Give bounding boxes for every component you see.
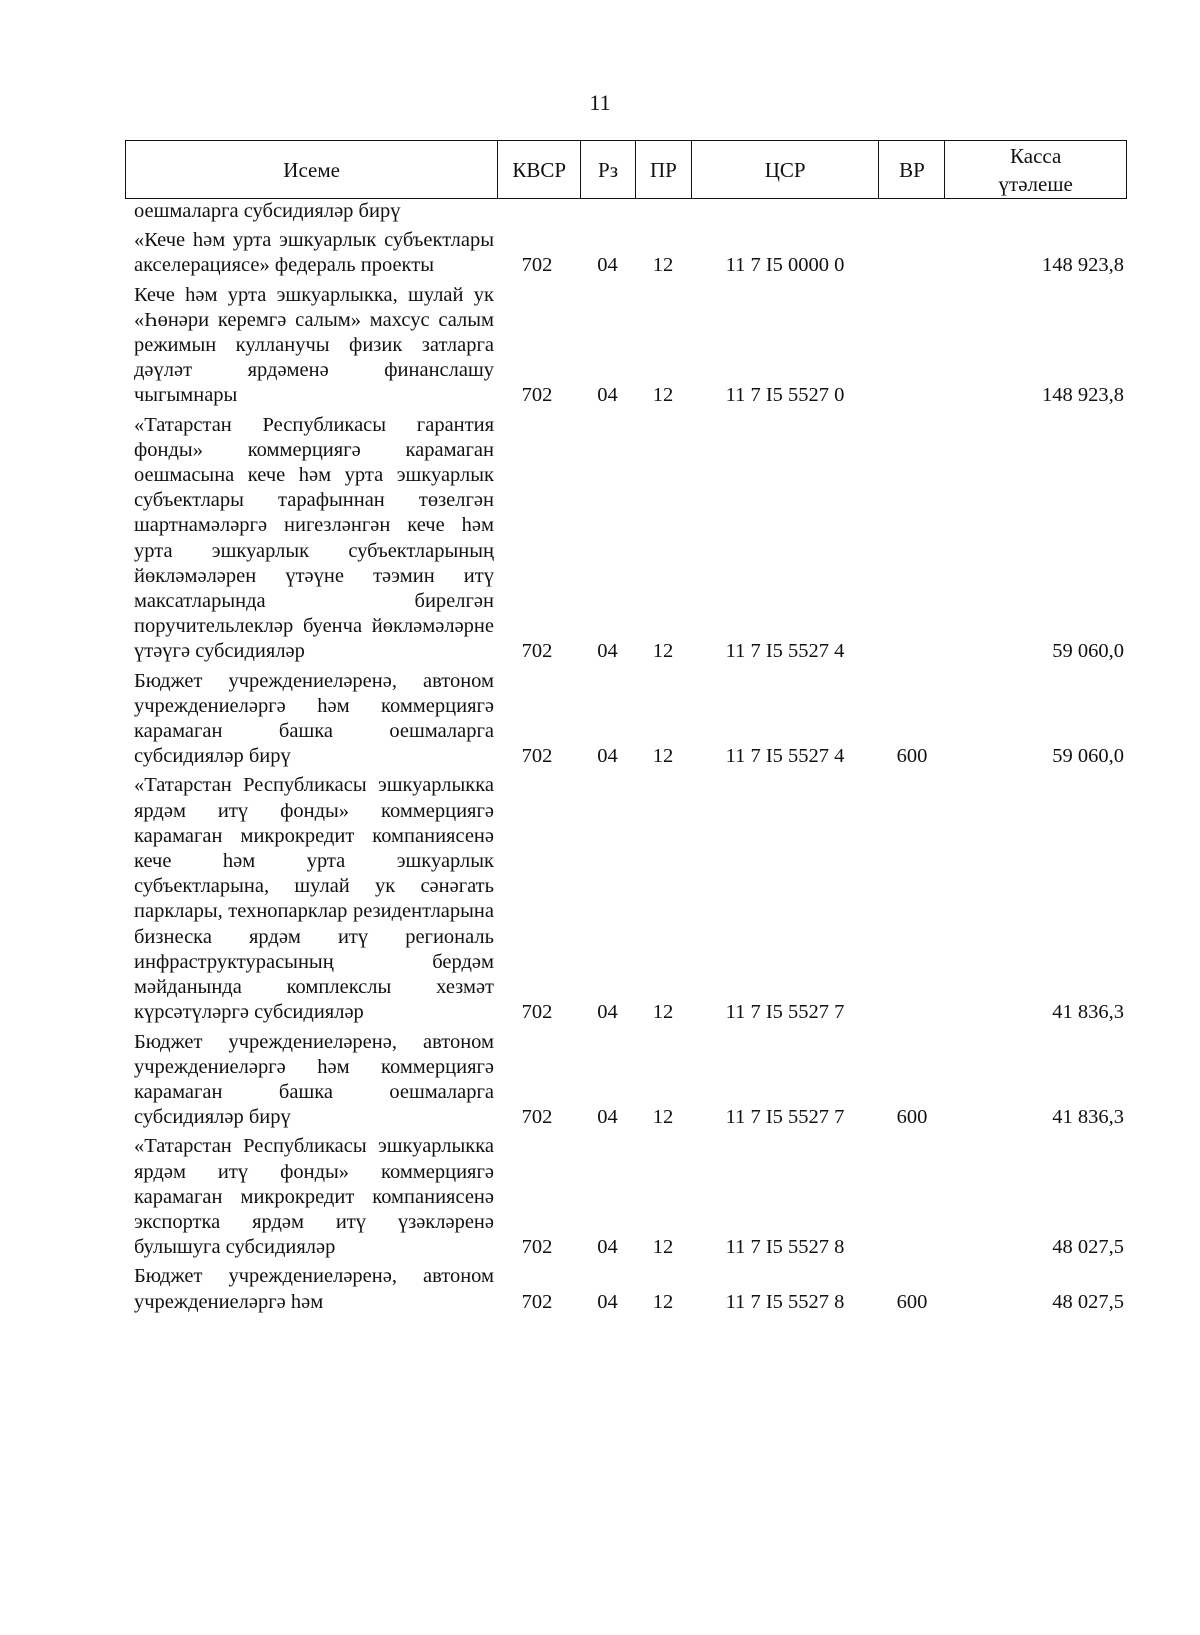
row-pr: 12 — [652, 384, 674, 407]
table-row — [125, 199, 1127, 224]
row-rz: 04 — [597, 745, 618, 768]
row-sum: 59 060,0 — [1052, 745, 1124, 768]
row-name: «Татарстан Республикасы гарантия фонды» коммерциягә карамаган оешмасына кече һәм урта эшкуарлык субъектлары тарафыннан төзелгән шартнамәләргә нигезләнгән кече һәм урта эшкуарлык субъектларының йөкләмәләрен үтәүне тәэмин итү максатларында бирелгән поручительлекләр буенча йөкләмәләрне үтәүгә субсидияләр — [134, 413, 494, 663]
row-name: Бюджет учреждениеләренә, автоном учреждениеләргә һәм коммерциягә карамаган башка оешмаларга субсидияләр бирү — [134, 1030, 494, 1129]
row-vr: 600 — [896, 1106, 928, 1129]
row-name: Кече һәм урта эшкуарлыкка, шулай ук «Һөнәри керемгә салым» махсус салым режимын кулланучы физик затларга дәүләт ярдәменә финанслашу чыгымнары — [134, 283, 494, 407]
header-sum — [944, 141, 1126, 198]
header-csr: ЦСР — [691, 141, 879, 198]
table-row — [125, 1030, 1127, 1131]
row-kvsr: 702 — [521, 254, 553, 277]
row-sum: 148 923,8 — [1042, 254, 1124, 277]
header-pr: ПР — [635, 141, 691, 198]
row-pr: 12 — [652, 1106, 674, 1129]
row-rz: 04 — [597, 1290, 618, 1313]
header-kvsr: КВСР — [497, 141, 580, 198]
row-pr: 12 — [652, 1236, 674, 1259]
row-sum: 48 027,5 — [1052, 1290, 1124, 1313]
row-rz: 04 — [597, 384, 618, 407]
table-row — [125, 228, 1127, 278]
row-kvsr: 702 — [521, 745, 553, 768]
row-kvsr: 702 — [521, 384, 553, 407]
row-kvsr: 702 — [521, 1106, 553, 1129]
page-number: 11 — [589, 90, 611, 115]
row-sum: 41 836,3 — [1052, 1001, 1124, 1024]
table-row — [125, 1134, 1127, 1260]
row-csr: 11 7 I5 5527 0 — [725, 384, 845, 407]
row-csr: 11 7 I5 0000 0 — [725, 254, 845, 277]
row-kvsr: 702 — [521, 1236, 553, 1259]
table-row — [125, 669, 1127, 770]
row-csr: 11 7 I5 5527 7 — [725, 1106, 845, 1129]
row-sum: 59 060,0 — [1052, 640, 1124, 663]
row-pr: 12 — [652, 640, 674, 663]
row-rz: 04 — [597, 1106, 618, 1129]
header-sum-line2: үтәлеше — [998, 171, 1073, 196]
table-body — [125, 199, 1127, 1315]
header-vr: ВР — [878, 141, 944, 198]
row-rz: 04 — [597, 640, 618, 663]
row-name: Бюджет учреждениеләренә, автоном учреждениеләргә һәм — [134, 1265, 494, 1313]
row-name: Бюджет учреждениеләренә, автоном учреждениеләргә һәм коммерциягә карамаган башка оешмаларга субсидияләр бирү — [134, 669, 494, 768]
table-header — [125, 140, 1127, 199]
row-vr: 600 — [896, 745, 928, 768]
table-row — [125, 773, 1127, 1025]
row-kvsr: 702 — [521, 640, 553, 663]
row-rz: 04 — [597, 254, 618, 277]
table-row — [125, 1264, 1127, 1314]
row-csr: 11 7 I5 5527 8 — [725, 1236, 845, 1259]
row-rz: 04 — [597, 1001, 618, 1024]
row-name: «Татарстан Республикасы эшкуарлыкка ярдәм итү фонды» коммерциягә карамаган микрокредит компаниясенә кече һәм урта эшкуарлык субъектларына, шулай ук сәнәгать парклары, технопарклар резидентларына бизнеска ярдәм итү региональ инфраструктурасының бердәм мәйданында комплекслы хезмәт күрсәтүләргә субсидияләр — [134, 774, 494, 1024]
row-vr: 600 — [896, 1290, 928, 1313]
budget-table — [125, 140, 1127, 1319]
row-sum: 148 923,8 — [1042, 384, 1124, 407]
row-csr: 11 7 I5 5527 4 — [725, 745, 845, 768]
row-csr: 11 7 I5 5527 8 — [725, 1290, 845, 1313]
row-csr: 11 7 I5 5527 7 — [725, 1001, 845, 1024]
row-pr: 12 — [652, 745, 674, 768]
row-name: «Татарстан Республикасы эшкуарлыкка ярдәм итү фонды» коммерциягә карамаган микрокредит компаниясенә экспортка ярдәм итү үзәкләренә булышуга субсидияләр — [134, 1135, 494, 1259]
header-name: Исеме — [283, 157, 340, 182]
header-rz: Рз — [580, 141, 635, 198]
row-pr: 12 — [652, 254, 674, 277]
row-name: «Кече һәм урта эшкуарлык субъектлары акселерациясе» федераль проекты — [134, 229, 494, 277]
table-row — [125, 413, 1127, 665]
row-rz: 04 — [597, 1236, 618, 1259]
row-name: оешмаларга субсидияләр бирү — [134, 200, 401, 222]
row-sum: 48 027,5 — [1052, 1236, 1124, 1259]
row-kvsr: 702 — [521, 1001, 553, 1024]
row-sum: 41 836,3 — [1052, 1106, 1124, 1129]
row-pr: 12 — [652, 1001, 674, 1024]
table-row — [125, 283, 1127, 409]
row-kvsr: 702 — [521, 1290, 553, 1313]
header-sum-line1: Касса — [1010, 143, 1062, 168]
row-csr: 11 7 I5 5527 4 — [725, 640, 845, 663]
row-pr: 12 — [652, 1290, 674, 1313]
